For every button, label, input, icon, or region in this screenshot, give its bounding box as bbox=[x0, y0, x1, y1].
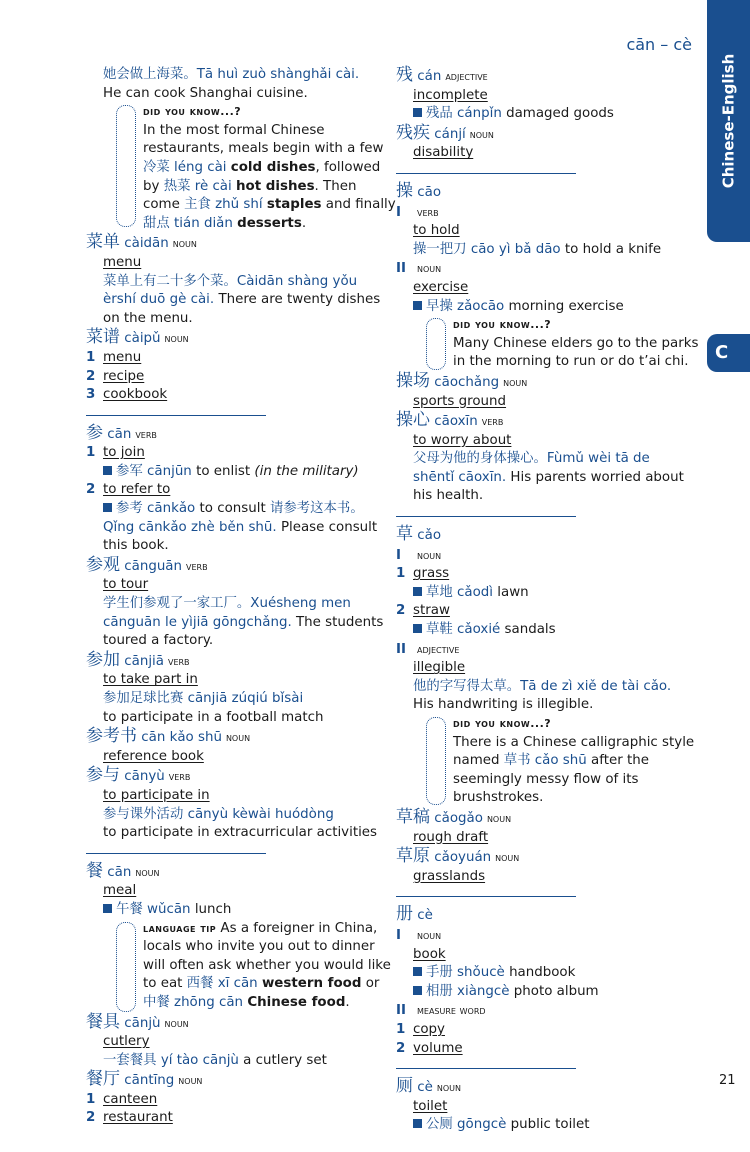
example-translation: He can cook Shanghai cuisine. bbox=[103, 85, 308, 101]
bullet-square-icon bbox=[103, 904, 112, 913]
entry-divider bbox=[396, 516, 576, 517]
entry-headword: 残疾 cánjí noun bbox=[396, 122, 494, 143]
entry-headword: 餐具 cānjù noun bbox=[86, 1011, 189, 1032]
entry-divider bbox=[396, 1068, 576, 1069]
note-bracket bbox=[426, 318, 446, 370]
entry-headword: 参观 cānguān verb bbox=[86, 554, 208, 575]
bullet-square-icon bbox=[413, 624, 422, 633]
entry-headword: 餐 cān noun bbox=[86, 860, 160, 881]
entry-headword: 操 cāo bbox=[396, 180, 442, 201]
entry-headword: 草原 cǎoyuán noun bbox=[396, 846, 520, 867]
did-you-know-note: did you know...? In the most formal Chinese restaurants, meals begin with a few 冷菜 léng cài cold dishes, followed by 热菜 rè cài hot dishes. Then come 主食 zhǔ shí staples and finally 甜点 tián diǎn desserts. bbox=[86, 103, 386, 233]
entry-headword: 参与 cānyù verb bbox=[86, 765, 191, 786]
section-tab bbox=[707, 0, 750, 242]
entry-headword: 草稿 cǎogǎo noun bbox=[396, 806, 512, 827]
left-column: 她会做上海菜。Tā huì zuò shànghǎi cài. He can cook Shanghai cuisine. did you know...? In the most formal Chinese restaurants, meals begin with a few 冷菜 léng cài cold dishes, followed by 热菜 rè cài hot dishes. Then come 主食 zhǔ shí staples and finally 甜点 tián diǎn desserts. 菜单 càidān noun menu 菜单上有二十多个菜。Càidān shàng yǒu èrshí duō gè cài. There are twenty dishes on the menu. 菜谱 càipǔ noun 1 menu 2 recipe 3 cookbook 参 cān verb 1 to join 参军 cānjūn to enlist (in the military) 2 to refer to 参考 cānkǎo to consult 请参考这本书。 Qǐng cānkǎo zhè běn shū. Please consult this book. 参观 cānguān verb to tour 学生们参观了一家工厂。Xuésheng men cānguān le yìjiā gōngchǎng. The students toured a factory. 参加 cānjiā verb to take part in 参加足球比赛 cānjiā zúqiú bǐsài to participate in a football match 参考书 cān kǎo shū noun reference book 参与 cānyù verb to participate in 参与课外活动 cānyù kèwài huódòng to participate in extracurricular activities 餐 cān noun meal 午餐 wǔcān lunch language tip As a foreigner in China, locals who invite you out to dinner will often ask whether you would like to eat 西餐 xī cān western food or 中餐 zhōng cān Chinese food. 餐具 cānjù noun cutlery 一套餐具 yí tào cānjù a cutlery set 餐厅 cāntīng noun 1 canteen 2 restaurant bbox=[86, 67, 396, 1126]
entry-headword: 参考书 cān kǎo shū noun bbox=[86, 726, 251, 747]
page-range-header: cān – cè bbox=[626, 35, 692, 54]
bullet-square-icon bbox=[413, 587, 422, 596]
entry-headword: 厕 cè noun bbox=[396, 1076, 461, 1097]
entry-divider bbox=[396, 173, 576, 174]
bullet-square-icon bbox=[413, 301, 422, 310]
entry-headword: 菜单 càidān noun bbox=[86, 232, 197, 253]
entry-headword: 册 cè bbox=[396, 904, 433, 925]
bullet-square-icon bbox=[413, 1119, 422, 1128]
language-tip-note: language tip As a foreigner in China, locals who invite you out to dinner will often ask whether you would like to eat 西餐 xī cān western food or 中餐 zhōng cān Chinese food. bbox=[86, 920, 386, 1013]
letter-tab: C bbox=[707, 334, 750, 372]
note-title: did you know...? bbox=[143, 105, 242, 119]
entry-headword: 操场 cāochǎng noun bbox=[396, 370, 528, 391]
note-bracket bbox=[116, 922, 136, 1012]
note-bracket bbox=[426, 717, 446, 805]
entry-headword: 餐厅 cāntīng noun bbox=[86, 1069, 203, 1090]
bullet-square-icon bbox=[413, 967, 422, 976]
entry-headword: 残 cán adjective bbox=[396, 65, 488, 85]
entry-divider bbox=[396, 896, 576, 897]
entry-headword: 操心 cāoxīn verb bbox=[396, 410, 504, 431]
did-you-know-note: did you know...? Many Chinese elders go to the parks in the morning to run or do t’ai chi. bbox=[396, 316, 696, 372]
entry-headword: 草 cǎo bbox=[396, 524, 442, 545]
definition: menu bbox=[103, 254, 142, 270]
section-tab-label: Chinese-English bbox=[719, 53, 738, 189]
entry-divider bbox=[86, 415, 266, 416]
example-line: 她会做上海菜。Tā huì zuò shànghǎi cài. bbox=[103, 67, 360, 82]
entry-divider bbox=[86, 853, 266, 854]
entry-headword: 参加 cānjiā verb bbox=[86, 649, 190, 670]
page-number: 21 bbox=[719, 1073, 736, 1088]
entry-headword: 菜谱 càipǔ noun bbox=[86, 327, 189, 348]
bullet-square-icon bbox=[413, 986, 422, 995]
bullet-square-icon bbox=[103, 466, 112, 475]
entry-headword: 参 cān verb bbox=[86, 422, 157, 443]
note-bracket bbox=[116, 105, 136, 227]
right-column: 残 cán adjective incomplete 残品 cánpǐn damaged goods 残疾 cánjí noun disability 操 cāo I verb to hold 操一把刀 cāo yì bǎ dāo to hold a knife II noun exercise 早操 zǎocāo morning exercise did you know...? Many Chinese elders go to the parks in the morning to run or do t’ai chi. 操场 cāochǎng noun sports ground 操心 cāoxīn verb to worry about 父母为他的身体操心。Fùmǔ wèi tā de shēntǐ cāoxīn. His parents worried about his health. 草 cǎo I noun 1 grass 草地 cǎodì lawn 2 straw 草鞋 cǎoxié sandals II adjective illegible 他的字写得太草。Tā de zì xiě de tài cǎo. His handwriting is illegible. did you know...? There is a Chinese calligraphic style named 草书 cǎo shū after the seemingly messy flow of its brushstrokes. 草稿 cǎogǎo noun rough draft 草原 cǎoyuán noun grasslands 册 cè I noun book 手册 shǒucè handbook 相册 xiàngcè photo album II measure word 1 copy 2 volume 厕 cè noun toilet 公厕 gōngcè public toilet bbox=[396, 65, 699, 1133]
bullet-square-icon bbox=[103, 503, 112, 512]
bullet-square-icon bbox=[413, 108, 422, 117]
did-you-know-note: did you know...? There is a Chinese calligraphic style named 草书 cǎo shū after the seemingly messy flow of its brushstrokes. bbox=[396, 715, 696, 808]
